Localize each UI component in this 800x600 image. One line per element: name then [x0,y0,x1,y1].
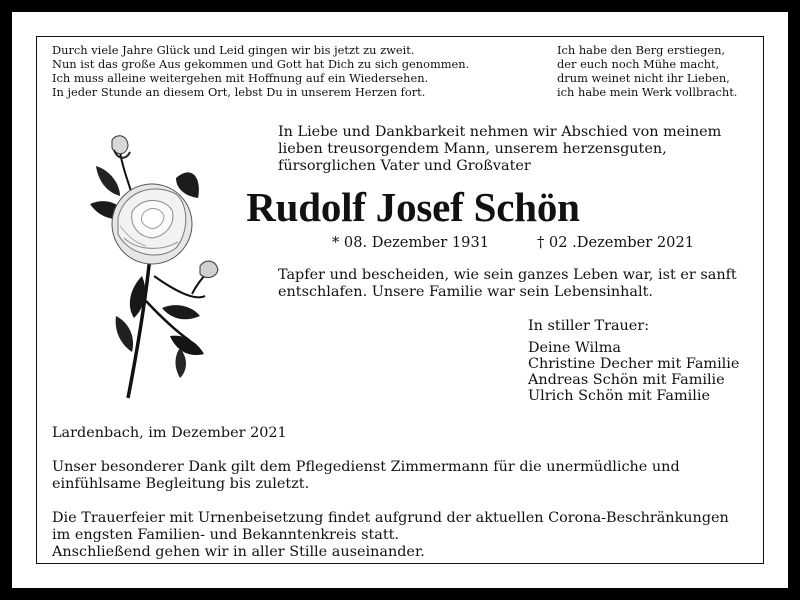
intro-line: fürsorglichen Vater und Großvater [278,158,531,174]
poem-left-line: Durch viele Jahre Glück und Leid gingen wir bis jetzt zu zweit. [52,43,415,57]
poem-right-line: drum weinet nicht ihr Lieben, [557,71,730,85]
poem-left [52,43,469,99]
poem-left-line: Ich muss alleine weitergehen mit Hoffnung auf ein Wiedersehen. [52,71,429,85]
closing-section [52,425,729,561]
intro-line: lieben treusorgendem Mann, unserem herzensguten, [278,141,667,157]
thanks-line: Unser besonderer Dank gilt dem Pflegedienst Zimmermann für die unermüdliche und [52,459,680,475]
mourner-name: Ulrich Schön mit Familie [528,388,710,404]
intro-text [278,124,721,175]
thanks-line: einfühlsame Begleitung bis zuletzt. [52,476,310,492]
tribute-text [278,267,737,301]
place-date: Lardenbach, im Dezember 2021 [52,425,287,441]
funeral-line: Anschließend gehen wir in aller Stille auseinander. [52,544,425,560]
poem-right [557,43,737,99]
mourners-heading: In stiller Trauer: [528,318,650,334]
poem-right-line: Ich habe den Berg erstiegen, [557,43,726,57]
intro-line: In Liebe und Dankbarkeit nehmen wir Abschied von meinem [278,124,722,140]
tribute-line: Tapfer und bescheiden, wie sein ganzes Leben war, ist er sanft [278,267,737,283]
mourner-name: Deine Wilma [528,340,621,356]
mourner-name: Christine Decher mit Familie [528,356,740,372]
mourner-name: Andreas Schön mit Familie [528,372,725,388]
birth-date: * 08. Dezember 1931 [332,234,490,251]
tribute-line: entschlafen. Unsere Familie war sein Lebensinhalt. [278,284,653,300]
poem-right-line: ich habe mein Werk vollbracht. [557,85,738,99]
death-date: † 02 .Dezember 2021 [537,234,695,251]
funeral-line: Die Trauerfeier mit Urnenbeisetzung findet aufgrund der aktuellen Corona-Beschränkungen [52,510,729,526]
poem-right-line: der euch noch Mühe macht, [557,57,720,71]
deceased-name: Rudolf Josef Schön [246,184,580,230]
rose-image [80,126,240,406]
mourners-list [528,318,739,404]
poem-left-line: Nun ist das große Aus gekommen und Gott hat Dich zu sich genommen. [52,57,470,71]
funeral-line: im engsten Familien- und Bekanntenkreis statt. [52,527,399,543]
poem-left-line: In jeder Stunde an diesem Ort, lebst Du in unserem Herzen fort. [52,85,426,99]
